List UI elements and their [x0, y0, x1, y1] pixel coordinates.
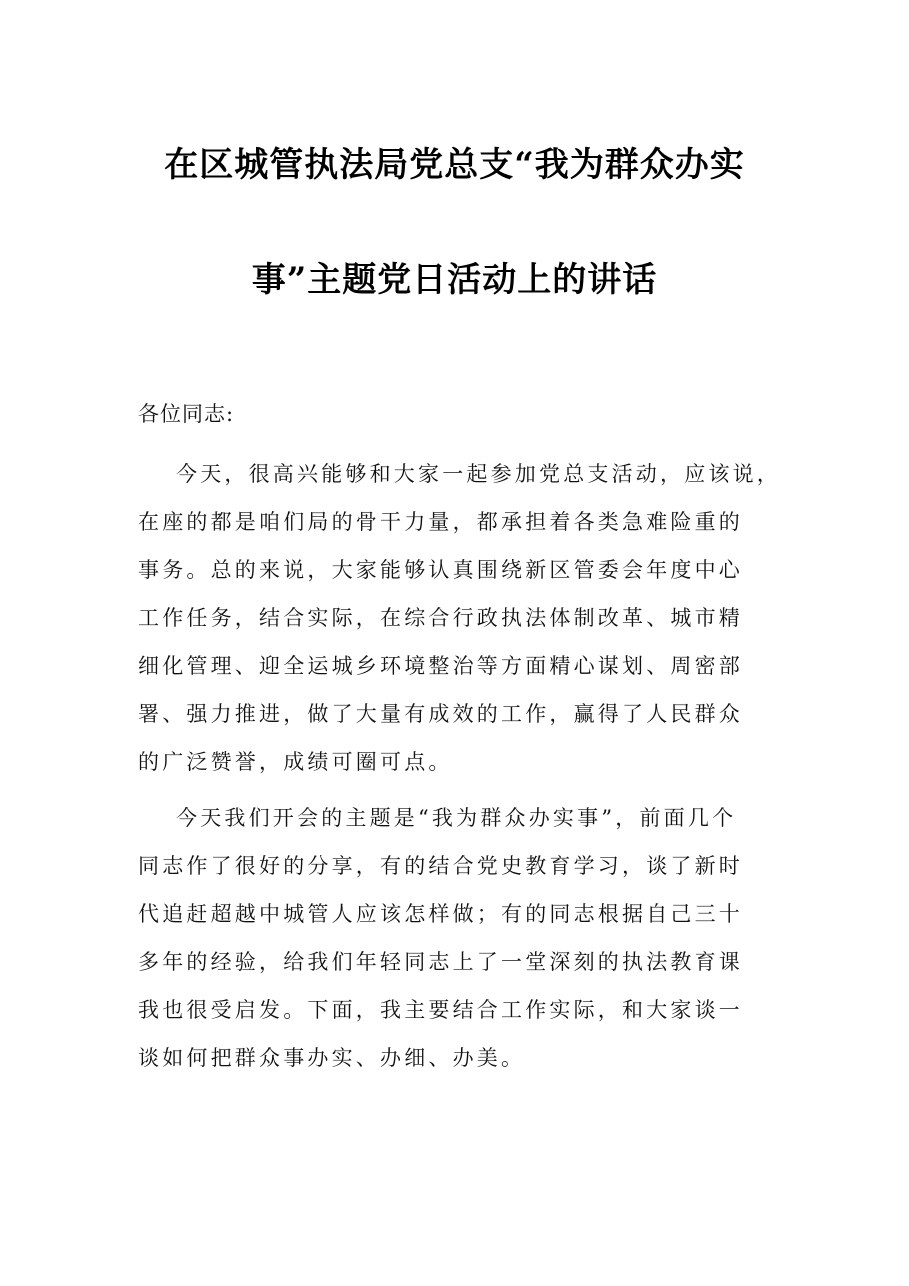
paragraph-2 [138, 794, 788, 1082]
paragraph-line: 代追赶超越中城管人应该怎样做；有的同志根据自己三十 [138, 902, 743, 926]
document-title-line-1: 在区城管执法局党总支“我为群众办实 [164, 145, 745, 185]
paragraph-line: 细化管理、迎全运城乡环境整治等方面精心谋划、周密部 [138, 654, 743, 678]
paragraph-1 [138, 450, 788, 786]
paragraph-line: 今天，很高兴能够和大家一起参加党总支活动，应该说， [176, 462, 781, 486]
paragraph-line: 今天我们开会的主题是“我为群众办实事”，前面几个 [176, 806, 737, 830]
document-title-line-2: 事”主题党日活动上的讲话 [251, 260, 658, 300]
paragraph-line: 事务。总的来说，大家能够认真围绕新区管委会年度中心 [138, 558, 743, 582]
paragraph-line: 谈如何把群众事办实、办细、办美。 [138, 1046, 526, 1070]
salutation: 各位同志: [138, 402, 235, 426]
paragraph-line: 我也很受启发。下面，我主要结合工作实际，和大家谈一 [138, 998, 743, 1022]
paragraph-line: 的广泛赞誉，成绩可圈可点。 [138, 750, 453, 774]
paragraph-line: 同志作了很好的分享，有的结合党史教育学习，谈了新时 [138, 854, 743, 878]
paragraph-line: 多年的经验，给我们年轻同志上了一堂深刻的执法教育课 [138, 950, 743, 974]
paragraph-line: 工作任务，结合实际，在综合行政执法体制改革、城市精 [138, 606, 743, 630]
paragraph-line: 在座的都是咱们局的骨干力量，都承担着各类急难险重的 [138, 510, 743, 534]
paragraph-line: 署、强力推进，做了大量有成效的工作，赢得了人民群众 [138, 702, 743, 726]
